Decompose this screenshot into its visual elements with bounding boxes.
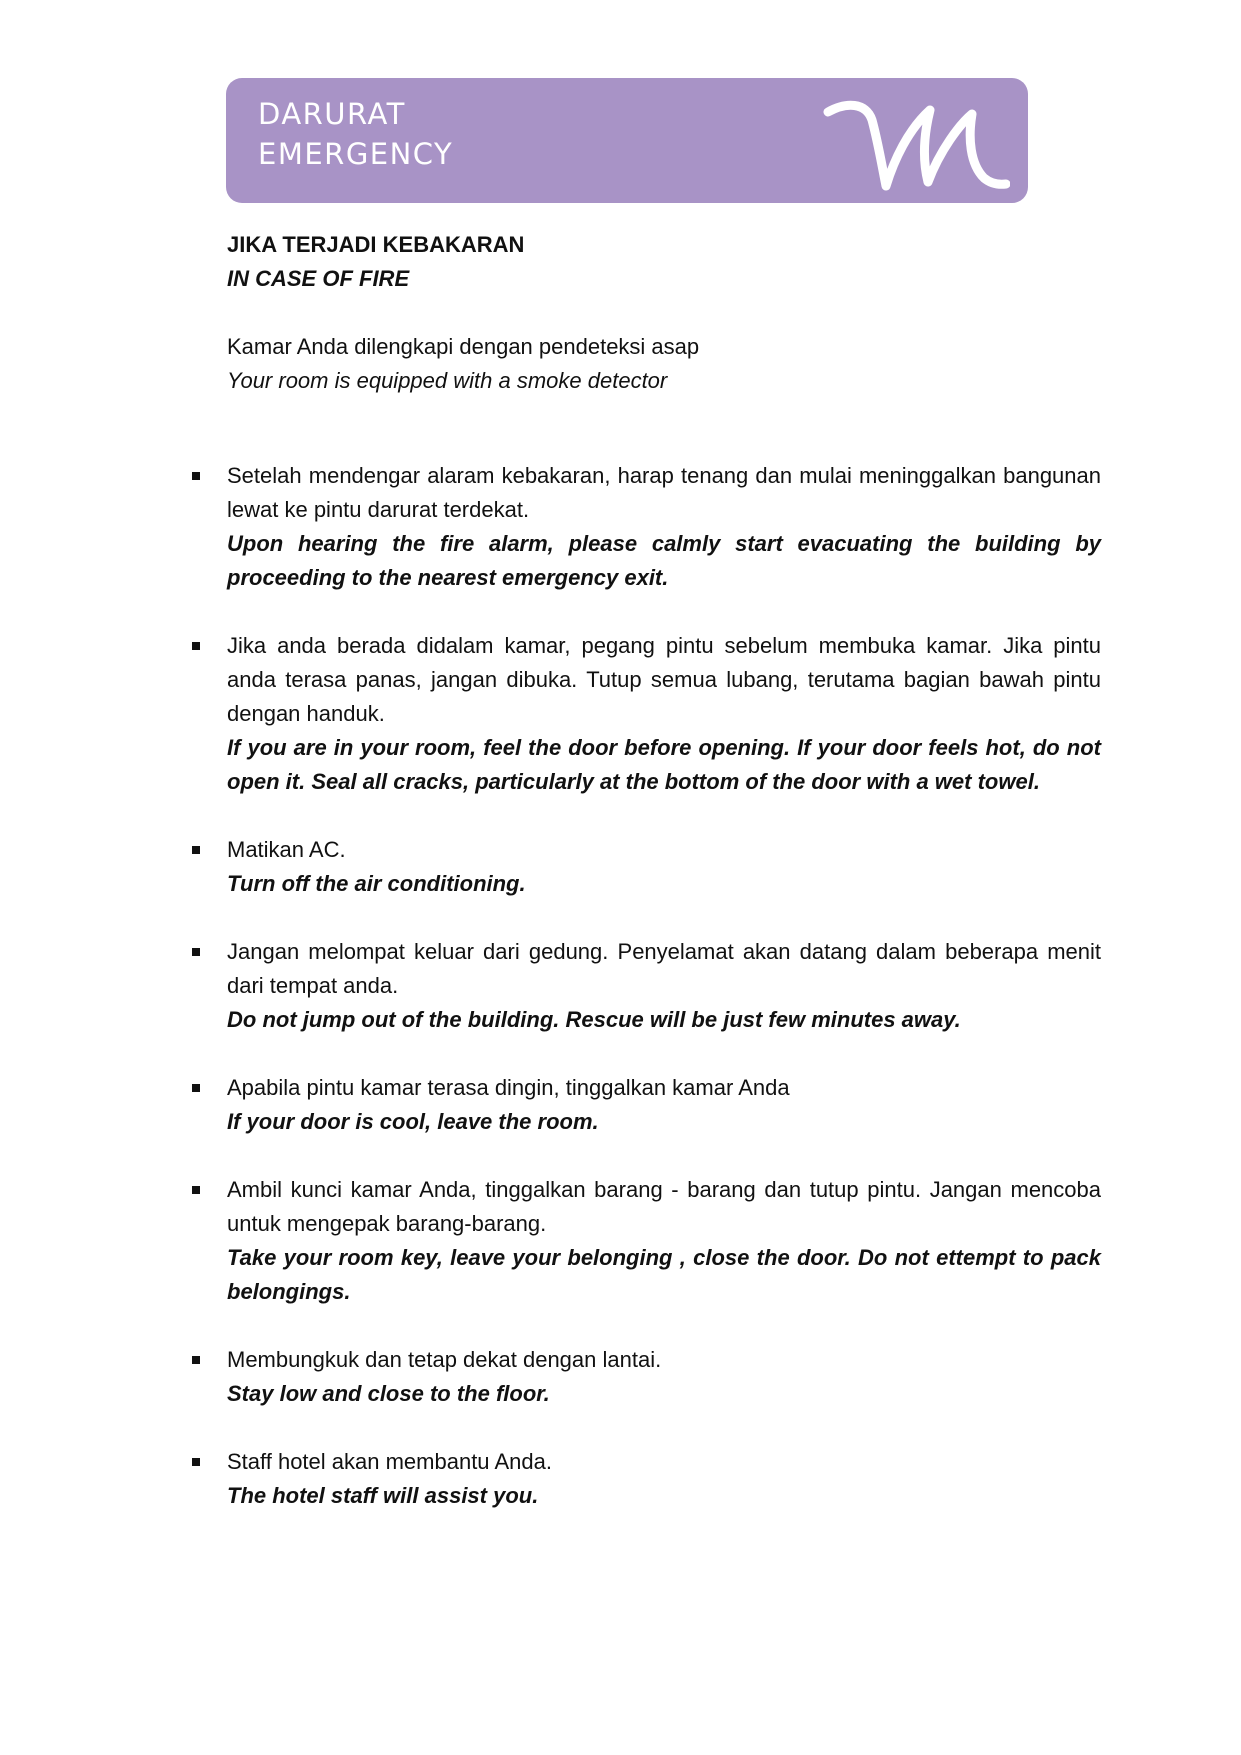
- bullet-icon: [192, 1356, 200, 1364]
- document-body: [227, 228, 1101, 1547]
- bullet-icon: [192, 1458, 200, 1466]
- instruction-text-en: If your door is cool, leave the room.: [227, 1109, 599, 1134]
- instruction-text-id: Ambil kunci kamar Anda, tinggalkan barang - barang dan tutup pintu. Jangan mencoba untuk mengepak barang-barang.: [227, 1177, 1101, 1236]
- intro-text-en: Your room is equipped with a smoke detector: [227, 368, 668, 393]
- instruction-item: [227, 1343, 1101, 1411]
- header-banner: [226, 78, 1028, 203]
- bullet-icon: [192, 846, 200, 854]
- instruction-text-id: Jika anda berada didalam kamar, pegang pintu sebelum membuka kamar. Jika pintu anda terasa panas, jangan dibuka. Tutup semua lubang, terutama bagian bawah pintu dengan handuk.: [227, 633, 1101, 726]
- header-title-en: EMERGENCY: [258, 137, 454, 171]
- instruction-item: [227, 1445, 1101, 1513]
- bullet-icon: [192, 642, 200, 650]
- instruction-text-en: Do not jump out of the building. Rescue will be just few minutes away.: [227, 1007, 961, 1032]
- section-title: JIKA TERJADI KEBAKARAN: [227, 232, 525, 257]
- instruction-text-en: Turn off the air conditioning.: [227, 871, 526, 896]
- bullet-icon: [192, 1084, 200, 1092]
- instruction-text-en: If you are in your room, feel the door before opening. If your door feels hot, do not open it. Seal all cracks, particularly at the bottom of the door with a wet towel.: [227, 735, 1101, 794]
- instruction-text-id: Matikan AC.: [227, 837, 346, 862]
- instruction-item: [227, 833, 1101, 901]
- m-script-logo-icon: [820, 90, 1010, 196]
- instruction-text-id: Jangan melompat keluar dari gedung. Penyelamat akan datang dalam beberapa menit dari tempat anda.: [227, 939, 1101, 998]
- instruction-text-en: Upon hearing the fire alarm, please calmly start evacuating the building by proceeding to the nearest emergency exit.: [227, 531, 1101, 590]
- instruction-item: [227, 629, 1101, 799]
- instruction-item: [227, 1071, 1101, 1139]
- instruction-text-id: Staff hotel akan membantu Anda.: [227, 1449, 552, 1474]
- bullet-icon: [192, 472, 200, 480]
- instruction-text-id: Apabila pintu kamar terasa dingin, tinggalkan kamar Anda: [227, 1075, 790, 1100]
- instruction-text-id: Membungkuk dan tetap dekat dengan lantai.: [227, 1347, 662, 1372]
- instruction-text-id: Setelah mendengar alaram kebakaran, harap tenang dan mulai meninggalkan bangunan lewat ke pintu darurat terdekat.: [227, 463, 1101, 522]
- intro: [227, 330, 1101, 398]
- instruction-item: [227, 1173, 1101, 1309]
- header-title-id: DARURAT: [258, 97, 406, 131]
- section-subtitle: IN CASE OF FIRE: [227, 266, 410, 291]
- instruction-item: [227, 935, 1101, 1037]
- instruction-item: [227, 459, 1101, 595]
- bullet-icon: [192, 1186, 200, 1194]
- instruction-text-en: The hotel staff will assist you.: [227, 1483, 539, 1508]
- instruction-text-en: Stay low and close to the floor.: [227, 1381, 550, 1406]
- instruction-list: [227, 459, 1101, 1513]
- intro-text-id: Kamar Anda dilengkapi dengan pendeteksi asap: [227, 334, 700, 359]
- instruction-text-en: Take your room key, leave your belonging , close the door. Do not ettempt to pack belongings.: [227, 1245, 1101, 1304]
- bullet-icon: [192, 948, 200, 956]
